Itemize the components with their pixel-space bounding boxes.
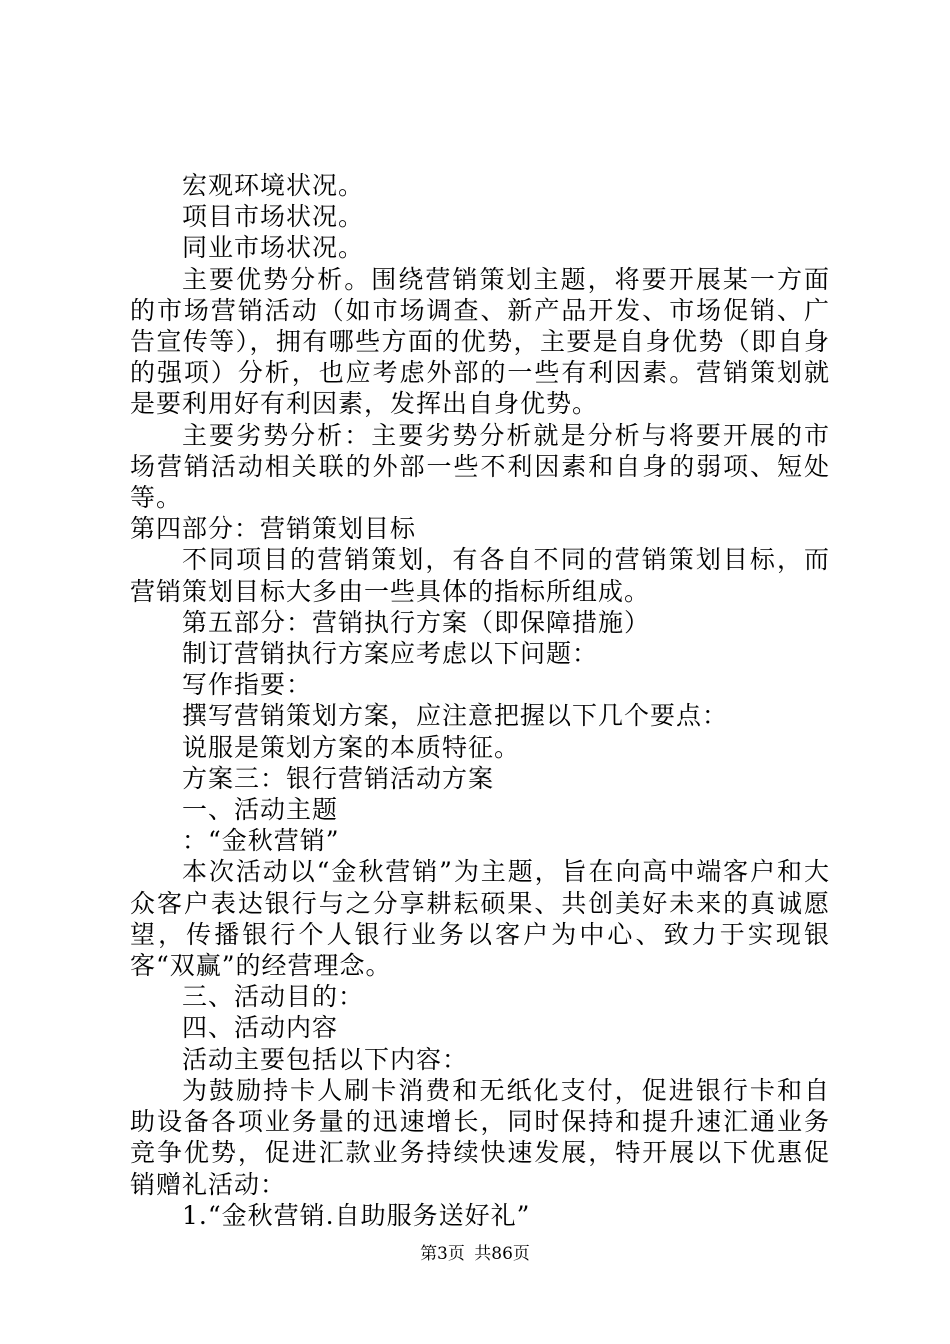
paragraph: 说服是策划方案的本质特征。 — [182, 732, 521, 762]
paragraph: 本次活动以“金秋营销”为主题，旨在向高中端客户和大众客户表达银行与之分享耕耘硕果、共创美好未来的真诚愿望，传播银行个人银行业务以客户为中心、致力于实现银客“双赢”的经营理念。 — [130, 857, 830, 981]
page-number: 第3页 — [420, 1244, 465, 1264]
paragraph: ：“金秋营销” — [182, 826, 340, 856]
page-footer — [0, 1244, 950, 1264]
paragraph: 第四部分：营销策划目标 — [130, 514, 417, 544]
paragraph: 方案三：银行营销活动方案 — [182, 763, 495, 793]
paragraph: 主要劣势分析：主要劣势分析就是分析与将要开展的市场营销活动相关联的外部一些不利因素和自身的弱项、短处等。 — [130, 420, 830, 513]
paragraph: 1.“金秋营销.自助服务送好礼” — [182, 1200, 531, 1230]
paragraph: 制订营销执行方案应考虑以下问题： — [182, 639, 599, 669]
paragraph: 三、活动目的： — [182, 982, 365, 1012]
paragraph: 同业市场状况。 — [182, 233, 365, 263]
paragraph: 撰写营销策划方案，应注意把握以下几个要点： — [182, 701, 729, 731]
paragraph: 一、活动主题 — [182, 795, 339, 825]
paragraph: 写作指要： — [182, 670, 313, 700]
paragraph: 不同项目的营销策划，有各自不同的营销策划目标，而营销策划目标大多由一些具体的指标所组成。 — [130, 545, 830, 606]
paragraph: 项目市场状况。 — [182, 202, 365, 232]
paragraph: 四、活动内容 — [182, 1013, 339, 1043]
page-total: 共86页 — [474, 1244, 530, 1264]
paragraph: 主要优势分析。围绕营销策划主题，将要开展某一方面的市场营销活动（如市场调查、新产品开发、市场促销、广告宣传等），拥有哪些方面的优势，主要是自身优势（即自身的强项）分析，也应考虑外部的一些有利因素。营销策划就是要利用好有利因素，发挥出自身优势。 — [130, 264, 830, 419]
paragraph: 活动主要包括以下内容： — [182, 1044, 469, 1074]
paragraph: 宏观环境状况。 — [182, 171, 365, 200]
paragraph: 为鼓励持卡人刷卡消费和无纸化支付，促进银行卡和自助设备各项业务量的迅速增长，同时保持和提升速汇通业务竞争优势，促进汇款业务持续快速发展，特开展以下优惠促销赠礼活动： — [130, 1075, 830, 1199]
paragraph: 第五部分：营销执行方案（即保障措施） — [182, 607, 651, 637]
document-body — [130, 170, 830, 1231]
